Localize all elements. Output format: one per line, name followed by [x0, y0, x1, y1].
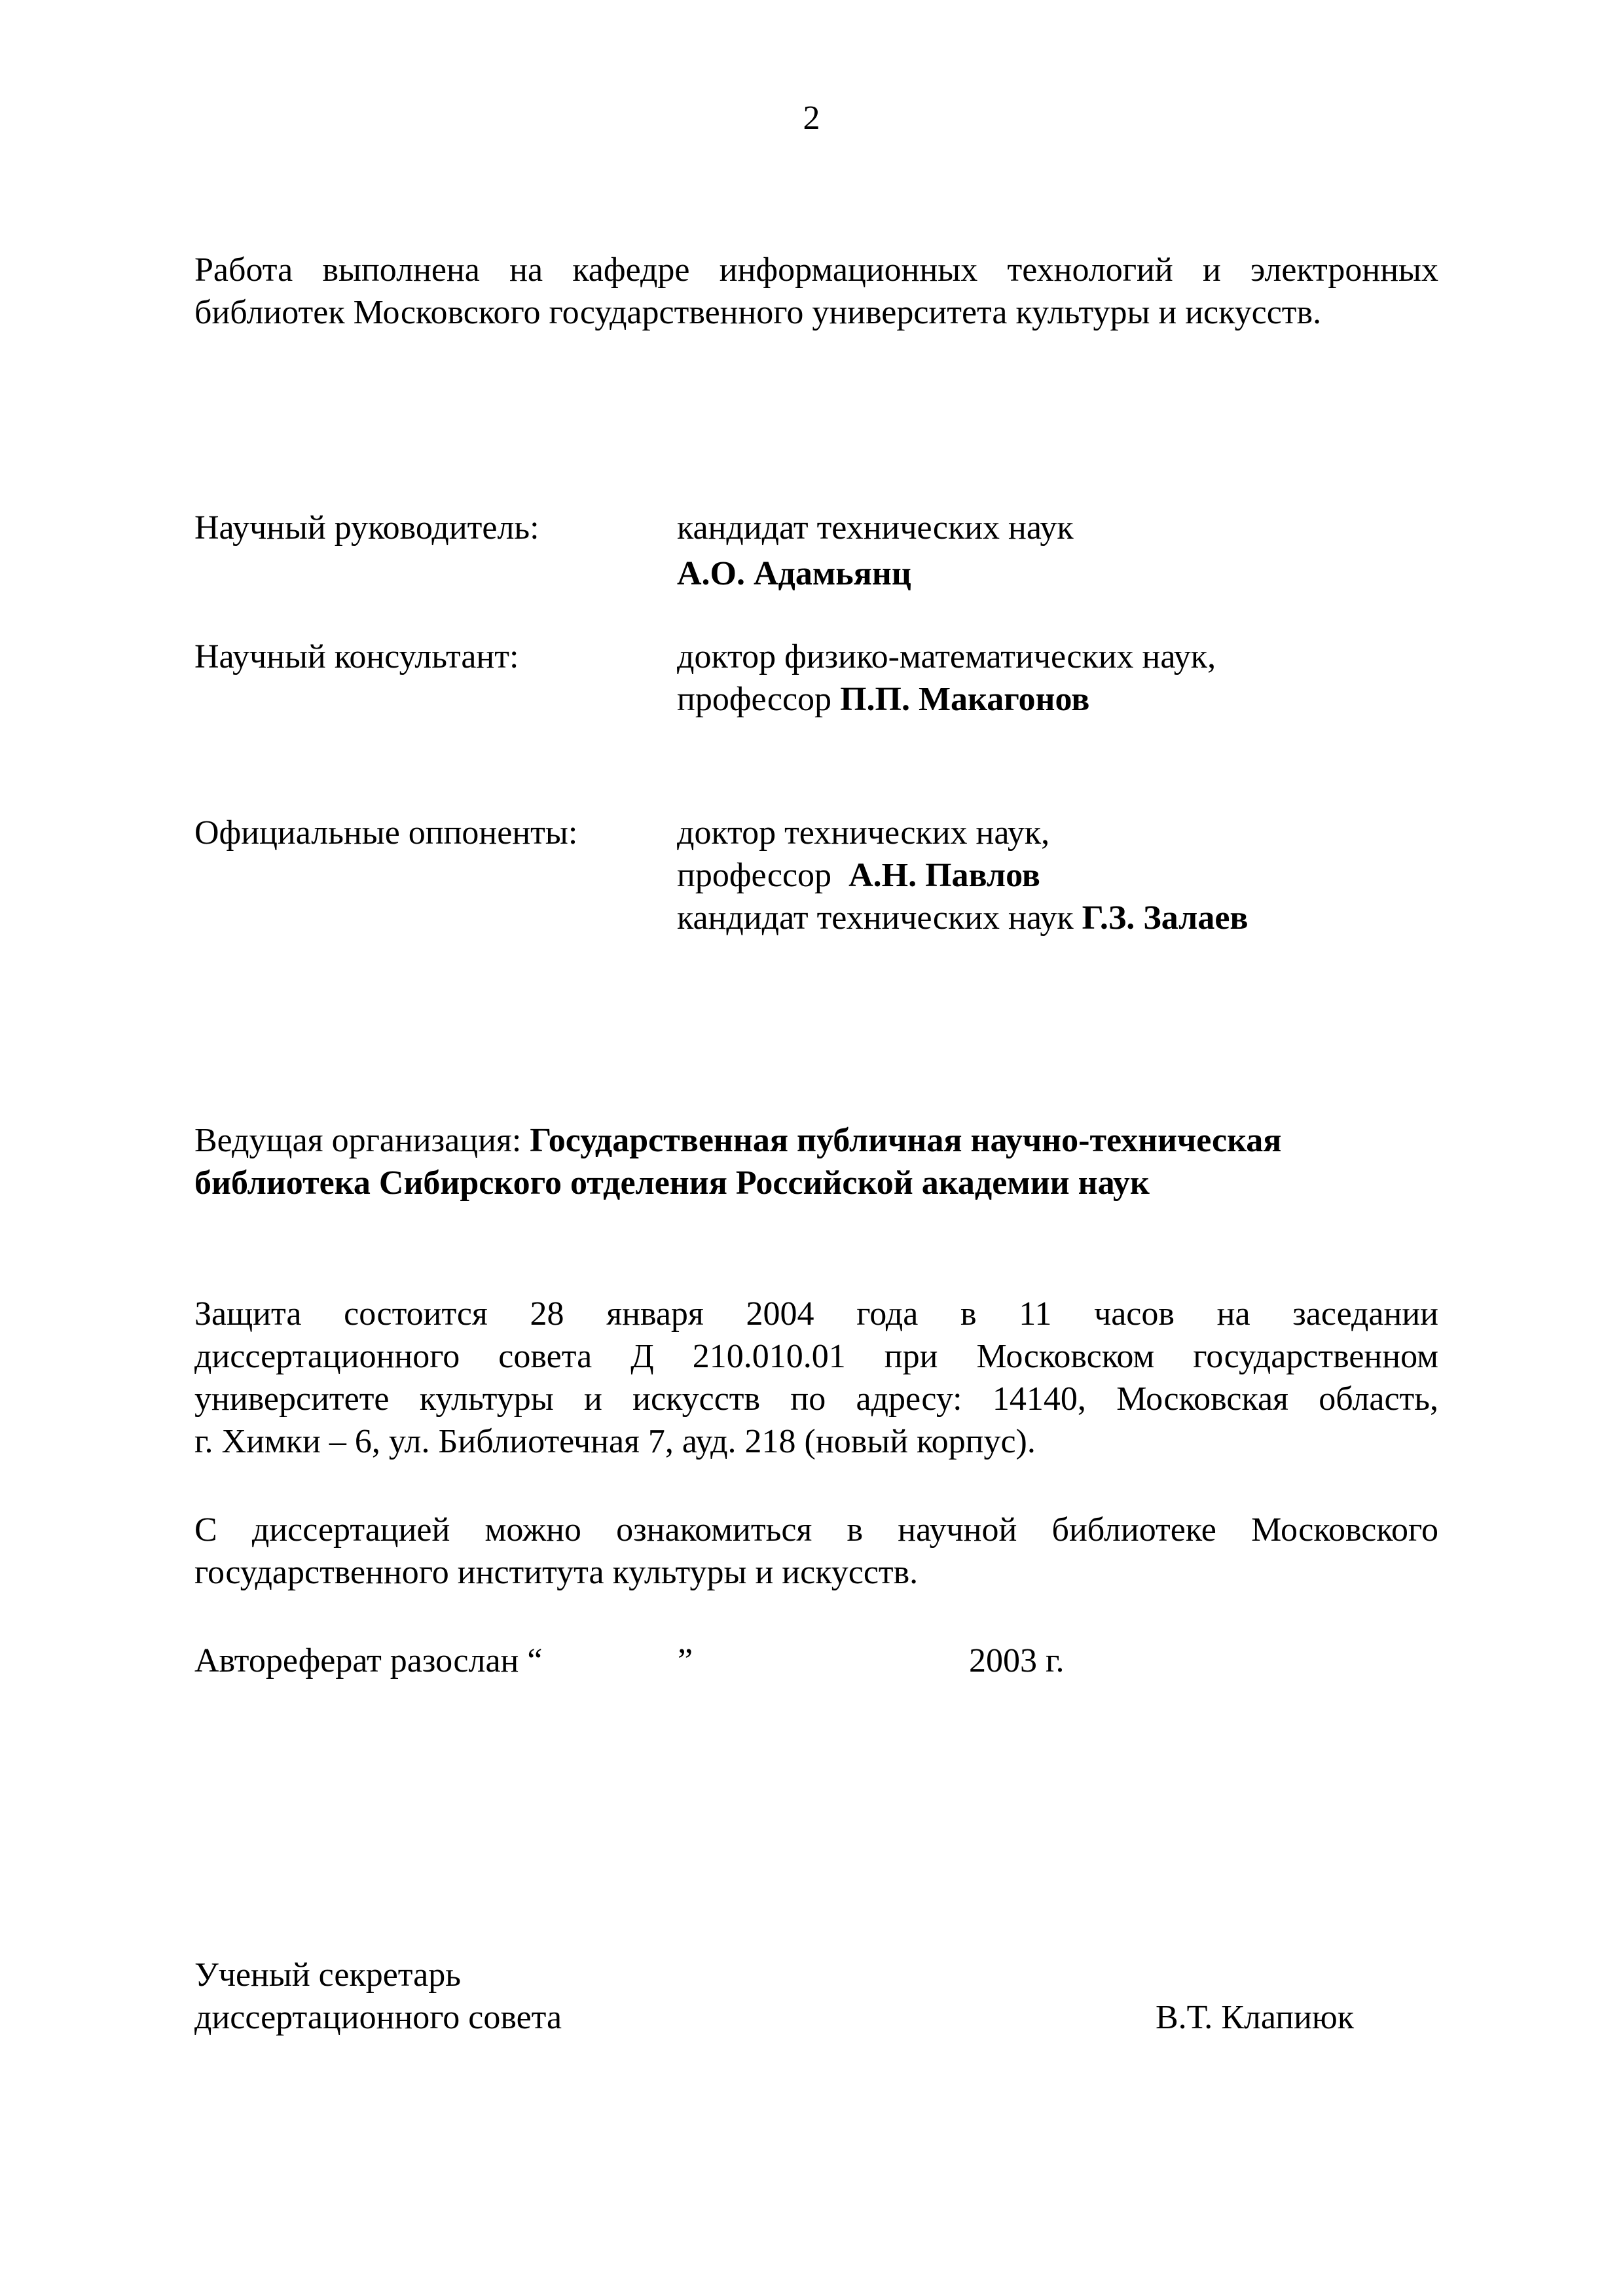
supervisor-name: А.О. Адамьянц [677, 555, 911, 592]
consultant-title: профессор [677, 681, 832, 718]
opponent-2-line [677, 897, 1249, 939]
defense-line-1: Защита состоится 28 января 2004 года в 11 часов на заседании [194, 1295, 1438, 1333]
opponents-label: Официальные оппоненты: [194, 814, 578, 852]
supervisor-degree: кандидат технических наук [677, 509, 1074, 547]
intro-paragraph: Работа выполнена на кафедре информационных технологий и электронных библиотек Московского государственного университета культуры и искусств. [194, 251, 1438, 331]
leading-org-line-1 [194, 1119, 1438, 1162]
secretary-line-2: диссертационного совета [194, 1999, 562, 2036]
opponent-1-line [677, 854, 1040, 897]
opponent-1-title: профессор [677, 857, 832, 894]
consultant-name: П.П. Макагонов [840, 681, 1090, 718]
opponent-2-degree: кандидат технических наук [677, 899, 1074, 937]
abstract-sent-year: 2003 г. [969, 1642, 1065, 1679]
consultant-label: Научный консультант: [194, 638, 519, 675]
consultant-degree: доктор физико-математических наук, [677, 638, 1216, 675]
defense-line-4: г. Химки – 6, ул. Библиотечная 7, ауд. 218 (новый корпус). [194, 1423, 1036, 1460]
secretary-line-1: Ученый секретарь [194, 1956, 461, 1994]
abstract-sent-open-quote: “ [527, 1642, 543, 1679]
page-number: 2 [803, 99, 820, 137]
supervisor-label: Научный руководитель: [194, 509, 539, 547]
library-line-1: С диссертацией можно ознакомиться в научной библиотеке Московского [194, 1511, 1438, 1549]
abstract-sent-label: Автореферат разослан [194, 1642, 519, 1679]
opponent-2-name: Г.З. Залаев [1082, 899, 1249, 937]
abstract-sent-line [194, 1640, 542, 1682]
leading-org-name-2: библиотека Сибирского отделения Российской академии наук [194, 1164, 1150, 1202]
defense-line-2: диссертационного совета Д 210.010.01 при Московском государственном [194, 1338, 1438, 1375]
abstract-sent-close-quote: ” [678, 1642, 693, 1679]
defense-line-3: университете культуры и искусств по адресу: 14140, Московская область, [194, 1380, 1438, 1418]
consultant-title-line [677, 678, 1089, 721]
leading-org-name-1: Государственная публичная научно-техническая [530, 1122, 1282, 1159]
leading-org-label: Ведущая организация: [194, 1122, 522, 1159]
secretary-name: В.Т. Клапиюк [1156, 1999, 1355, 2036]
opponent-1-degree: доктор технических наук, [677, 814, 1050, 852]
library-line-2: государственного института культуры и искусств. [194, 1554, 919, 1591]
opponent-1-name: А.Н. Павлов [848, 857, 1040, 894]
